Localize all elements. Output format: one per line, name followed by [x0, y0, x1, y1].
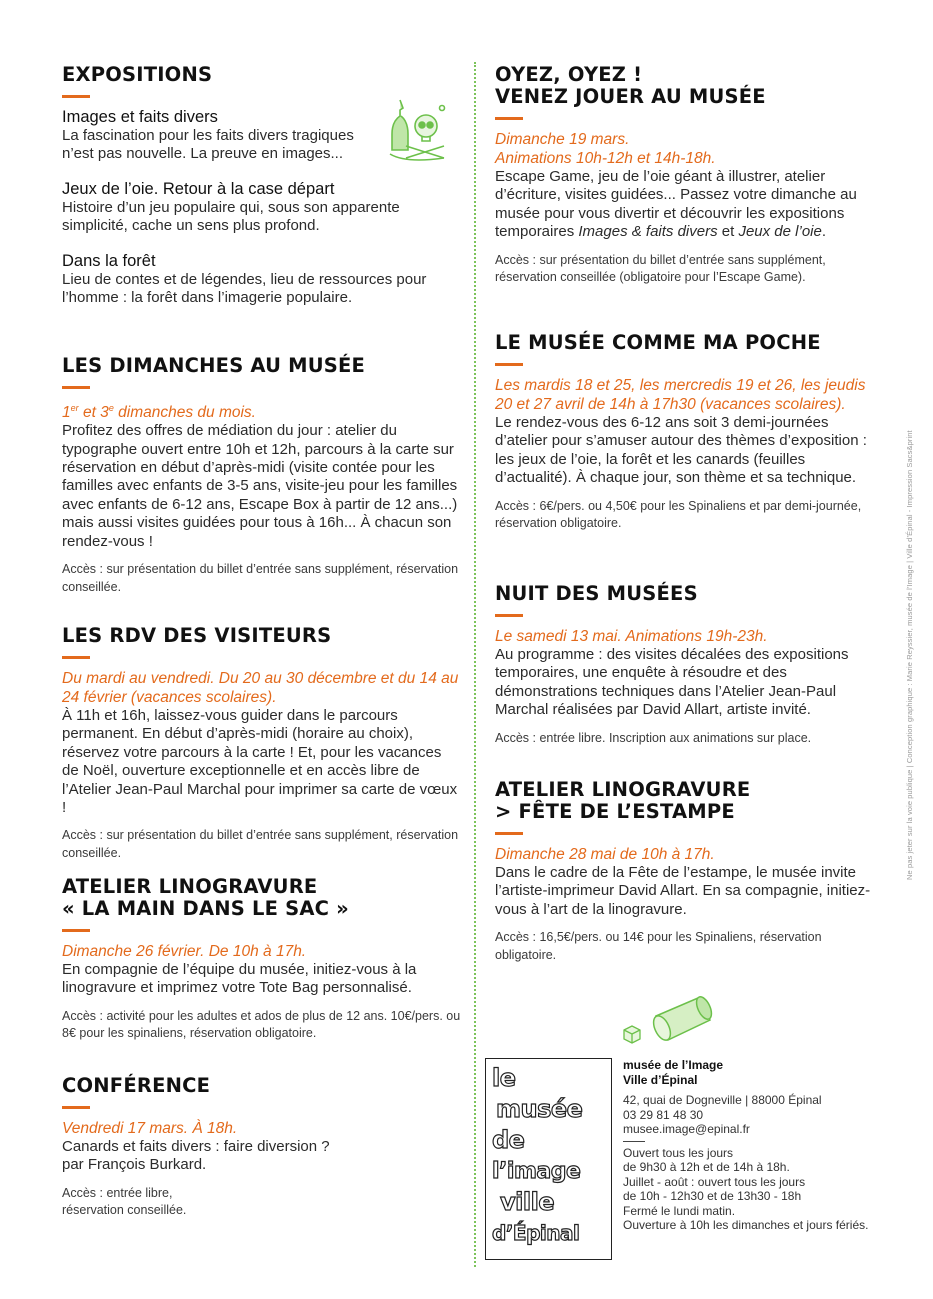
section-nuit: [495, 583, 875, 747]
section-text: En compagnie de l’équipe du musée, initiez-vous à la linogravure et imprimez votre Tote Bag personnalisé.: [62, 961, 417, 997]
title-underline: [62, 656, 90, 659]
expo-text: Histoire d’un jeu populaire qui, sous son apparente simplicité, cache un sens plus profond.: [62, 198, 400, 235]
logo-line: de: [492, 1126, 525, 1154]
title-underline: [495, 117, 523, 120]
section-note: Accès : activité pour les adultes et ados de plus de 12 ans. 10€/pers. ou 8€ pour les spinaliens, réservation obligatoire.: [62, 1008, 461, 1041]
section-title: LE MUSÉE COMME MA POCHE: [495, 331, 821, 354]
title-underline: [495, 363, 523, 366]
section-conference: [62, 1075, 462, 1220]
section-date: Du mardi au vendredi. Du 20 au 30 décembre et du 14 au 24 février (vacances scolaires).: [62, 670, 459, 706]
section-date: Dimanche 28 mai de 10h à 17h.: [495, 846, 715, 863]
section-dimanches: [62, 355, 462, 596]
logo-line: l’image: [492, 1159, 581, 1184]
credits-vertical: Ne pas jeter sur la voie publique | Conception graphique : Marie Reyssier, musée de l’Image | Ville d’Épinal - Impression Sacs&print: [905, 430, 914, 880]
hours-line: Fermé le lundi matin.: [623, 1203, 736, 1218]
logo-line: ville: [500, 1188, 555, 1216]
section-text: par François Burkard.: [62, 1156, 207, 1174]
section-date: Le samedi 13 mai. Animations 19h-23h.: [495, 628, 768, 645]
section-text: Profitez des offres de médiation du jour : atelier du typographe ouvert entre 10h et 12h, parcours à la carte sur réservation en début d’après-midi (visite contée pour les familles avec enfants de 3-5 ans, visite-jeu pour les familles avec enfants de 6-12 ans, Escape Box à partir de 12 ans...) mais aussi visites guidées pour tous à 16h... À chacun son rendez-vous !: [62, 422, 458, 550]
expo-title: Jeux de l’oie. Retour à la case départ: [62, 179, 335, 198]
section-title: OYEZ, OYEZ ! VENEZ JOUER AU MUSÉE: [495, 63, 766, 108]
expo-item: [62, 108, 377, 164]
section-note: Accès : 6€/pers. ou 4,50€ pour les Spinaliens et par demi-journée, réservation obligatoire.: [495, 498, 862, 531]
section-title: LES DIMANCHES AU MUSÉE: [62, 354, 366, 377]
museum-email[interactable]: musee.image@epinal.fr: [623, 1122, 750, 1136]
column-divider: [474, 62, 476, 1267]
section-linogravure-main: [62, 876, 462, 1043]
logo-line: musée: [496, 1095, 583, 1123]
hours-line: Ouvert tous les jours: [623, 1145, 734, 1160]
section-rdv: [62, 625, 462, 862]
section-text: Escape Game, jeu de l’oie géant à illustrer, atelier d’écriture, visites guidées... Passez votre dimanche au musée pour vous divertir et découvrir les expositions temporaires Images & faits divers et Jeux de l’oie.: [495, 168, 857, 241]
title-underline: [62, 1106, 90, 1109]
section-note: Accès : entrée libre, réservation conseillée.: [62, 1185, 187, 1218]
museum-city: Ville d’Épinal: [623, 1072, 698, 1087]
title-underline: [495, 832, 523, 835]
hours-line: Ouverture à 10h les dimanches et jours fériés.: [623, 1218, 869, 1232]
title-underline: [495, 614, 523, 617]
title-underline: [62, 929, 90, 932]
expo-text: La fascination pour les faits divers tragiques n’est pas nouvelle. La preuve en images...: [62, 127, 354, 163]
section-note: Accès : sur présentation du billet d’entrée sans supplément, réservation conseillée (obligatoire pour l’Escape Game).: [495, 252, 826, 285]
section-note: Accès : sur présentation du billet d’entrée sans supplément, réservation conseillée.: [62, 828, 459, 860]
section-date: Les mardis 18 et 25, les mercredis 19 et 26, les jeudis 20 et 27 avril de 14h à 17h30 (vacances scolaires).: [495, 377, 866, 413]
section-note: Accès : entrée libre. Inscription aux animations sur place.: [495, 730, 812, 745]
section-text: Le rendez-vous des 6-12 ans soit 3 demi-journées d’atelier pour s’amuser autour des thèmes d’exposition : les jeux de l’oie, la forêt et les canards (feuilles d’actualité). À chaque jour, son thème et sa technique.: [495, 414, 867, 487]
logo-line: le: [492, 1064, 516, 1092]
section-title: ATELIER LINOGRAVURE « LA MAIN DANS LE SAC »: [62, 875, 349, 920]
section-title: NUIT DES MUSÉES: [495, 582, 698, 605]
title-underline: [62, 386, 90, 389]
section-note: Accès : 16,5€/pers. ou 14€ pour les Spinaliens, réservation obligatoire.: [495, 930, 822, 962]
section-text: Dans le cadre de la Fête de l’estampe, le musée invite l’artiste-imprimeur David Allart. En sa compagnie, initiez-vous à l’art de la linogravure.: [495, 864, 871, 918]
expo-item: [62, 180, 462, 236]
museum-phone: 03 29 81 48 30: [623, 1107, 704, 1122]
section-estampe: [495, 779, 875, 964]
section-date: 1er et 3e dimanches du mois.: [62, 403, 256, 422]
info-separator: [623, 1141, 645, 1142]
section-title: EXPOSITIONS: [62, 63, 213, 86]
expo-text: Lieu de contes et de légendes, lieu de ressources pour l’homme : la forêt dans l’imagerie populaire.: [62, 270, 427, 307]
museum-logo: [485, 1058, 612, 1260]
section-title: CONFÉRENCE: [62, 1074, 211, 1097]
section-date: Dimanche 26 février. De 10h à 17h.: [62, 943, 307, 960]
logo-line: d’Épinal: [492, 1221, 580, 1245]
section-title: ATELIER LINOGRAVURE > FÊTE DE L’ESTAMPE: [495, 778, 751, 823]
museum-info: [623, 1058, 903, 1233]
expo-title: Dans la forêt: [62, 251, 156, 270]
section-note: Accès : sur présentation du billet d’entrée sans supplément, réservation conseillée.: [62, 562, 459, 594]
section-text: Canards et faits divers : faire diversion ?: [62, 1138, 330, 1155]
hours-line: de 10h - 12h30 et de 13h30 - 18h: [623, 1189, 802, 1203]
skull-bottle-illustration-icon: [386, 96, 450, 166]
museum-address: 42, quai de Dogneville | 88000 Épinal: [623, 1093, 822, 1107]
section-text: À 11h et 16h, laissez-vous guider dans le parcours permanent. En début d’après-midi (horaire au choix), réservez votre parcours à la carte ! Et, pour les vacances de Noël, ouverture exceptionnelle et en accès libre de l’Atelier Jean-Paul Marchal pour imprimer sa carte de vœux !: [62, 707, 458, 817]
section-text: Au programme : des visites décalées des expositions temporaires, une enquête à résoudre et des démonstrations techniques dans l’Atelier Jean-Paul Marchal réalisées par David Allart, artiste invité.: [495, 646, 849, 719]
museum-name: musée de l’Image: [623, 1058, 724, 1072]
section-date: Dimanche 19 mars. Animations 10h-12h et 14h-18h.: [495, 131, 716, 167]
section-expositions: [62, 64, 462, 307]
game-die-icon: [624, 1026, 640, 1043]
expo-title: Images et faits divers: [62, 108, 218, 126]
section-title: LES RDV DES VISITEURS: [62, 624, 332, 647]
section-oyez: [495, 64, 875, 287]
hours-line: de 9h30 à 12h et de 14h à 18h.: [623, 1160, 790, 1174]
hours-line: Juillet - août : ouvert tous les jours: [623, 1174, 806, 1189]
section-date: Vendredi 17 mars. À 18h.: [62, 1120, 238, 1137]
tin-can-illustration-icon: [618, 990, 718, 1050]
section-poche: [495, 332, 875, 533]
expo-item: [62, 252, 462, 308]
title-underline: [62, 95, 90, 98]
